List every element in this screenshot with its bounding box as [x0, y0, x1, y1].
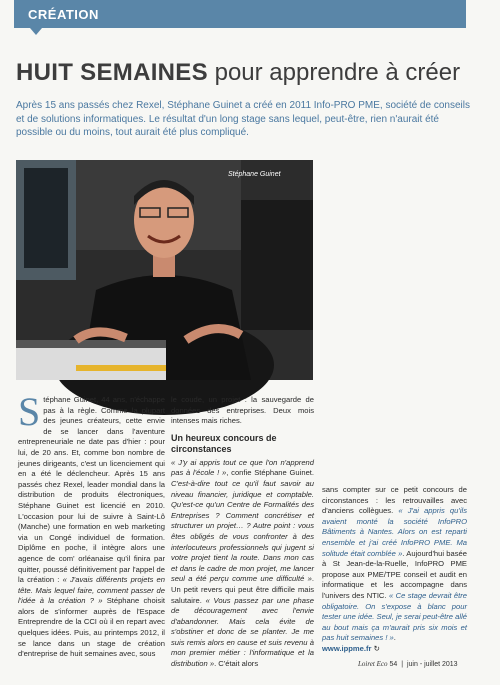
portrait-illustration	[16, 160, 313, 380]
section-band	[14, 0, 466, 28]
col1-text-2: Stéphane choisit alors de s'informer auprès de l'Espace Entreprendre de la CCI où il en repart avec quelques idées. Puis, au printemps 2012, il se lance dans un stage de création d'entreprise de huit semaines avec, sous	[18, 596, 165, 659]
title-rest: pour apprendre à créer	[207, 59, 461, 86]
col2-text-4: . C'était alors	[214, 659, 259, 669]
article-column-1	[18, 389, 165, 660]
article-column-3	[322, 485, 468, 653]
section-label: CRÉATION	[28, 7, 99, 22]
issue-number: 54	[389, 661, 398, 668]
article-column-2	[171, 395, 315, 669]
drop-cap: S	[18, 389, 41, 434]
article-subhead: Un heureux concours de circonstances	[171, 432, 277, 454]
page-footer	[358, 660, 458, 668]
col1-quote-1: « J'avais différents projets en tête. Mais lequel faire, comment passer de l'idée à la création ? »	[18, 575, 165, 606]
col2-quote-2: C'est-à-dire tout ce qu'il faut savoir au niveau financier, juridique et comptable. Qu'est-ce qu'un Centre de Formalités des Entreprises ? Comment concrétiser et structurer un projet… ? Autre point : vous êtes obligés de vous confronter à des interlocuteurs professionnels qui jugent si votre projet tient la route. Dans mon cas et dans le cadre de mon projet, me lancer seul a été perçu comme une difficulté »	[171, 478, 314, 584]
col2-text-1: le coude, un projet : la sauvegarde de données des entreprises. Deux mois intenses mais riches.	[171, 395, 314, 426]
photo-caption: Stéphane Guinet	[228, 171, 281, 178]
article-lead: Après 15 ans passés chez Rexel, Stéphane Guinet a créé en 2011 Info-PRO PME, société de conseils et de solutions informatiques. Le résultat d'un long stage sans lequel, peut-être, rien n'aurait été possible ou du moins, tout aurait été plus compliqué.	[16, 100, 470, 138]
col3-text-2: . Aujourd'hui basée à St Jean-de-la-Ruelle, InfoPRO PME propose aux PME/TPE conseil et audit en informatique et les accompagne dans l'univers des NTIC.	[322, 548, 467, 600]
col3-text-1: sans compter sur ce petit concours de circonstances : les retrouvailles avec d'anciens collègues.	[322, 485, 467, 516]
col2-text-3: . Un petit revers qui peut être difficile mais salutaire.	[171, 574, 314, 605]
footer-separator: |	[401, 661, 404, 668]
col1-text-1: téphane Guinet, 44 ans, n'échappe pas à la règle. Comme la plupart des jeunes créateurs, cette envie de se lancer dans l'aventure entrepreneuriale ne date pas d'hier : pour lui, de 20 ans. Et, comme bon nombre de jeunes dirigeants, c'est un licenciement qui en a été le déclencheur. Après 15 ans passés chez Rexel, leader mondial dans la distribution de produits électroniques, Stéphane Guinet est licencié en 2010. L'occasion pour lui de suivre à Saint-Lô (Manche) une formation en web marketing via un Congé individuel de formation. Diplôme en poche, il intègre alors une agence de com' orléanaise qu'il finira par quitter, poussé définitivement par l'appel de la création :	[18, 395, 165, 585]
col2-text-2: , confie Stéphane Guinet.	[226, 468, 315, 478]
col3-text-3: .	[393, 633, 396, 643]
company-url[interactable]: www.ippme.fr	[322, 643, 372, 653]
col3-quote-2: « Ce stage devrait être obligatoire. On s'expose à blanc pour tester une idée. Seul, je serai peut-être allé au bout mais ça m'aurait pris six mois et pas huit semaines ! »	[322, 590, 468, 643]
issue-date: juin - juillet 2013	[406, 661, 458, 668]
title-bold: HUIT SEMAINES	[16, 59, 208, 86]
end-mark-icon: ↻	[373, 643, 381, 653]
col3-quote-1: « J'ai appris qu'ils avaient monté la société InfoPRO Bâtiments à Nantes. Alors on est reparti ensemble et j'ai créé InfoPRO PME. Ma solitude était comblée »	[322, 506, 467, 558]
section-notch	[30, 28, 42, 35]
portrait-photo	[16, 160, 313, 380]
article-title	[16, 58, 476, 88]
col2-quote-1: « J'y ai appris tout ce que l'on n'apprend pas à l'école ! »	[171, 457, 314, 478]
col2-quote-3: « Vous passez par une phase de découragement avec l'envie d'abandonner. Mais cela évite de s'obstiner et donc de se planter. Je me suis remis alors en cause et suis revenu à mon premier métier : l'informatique et la distribution »	[171, 595, 314, 669]
magazine-brand: Loiret Eco	[358, 660, 388, 668]
